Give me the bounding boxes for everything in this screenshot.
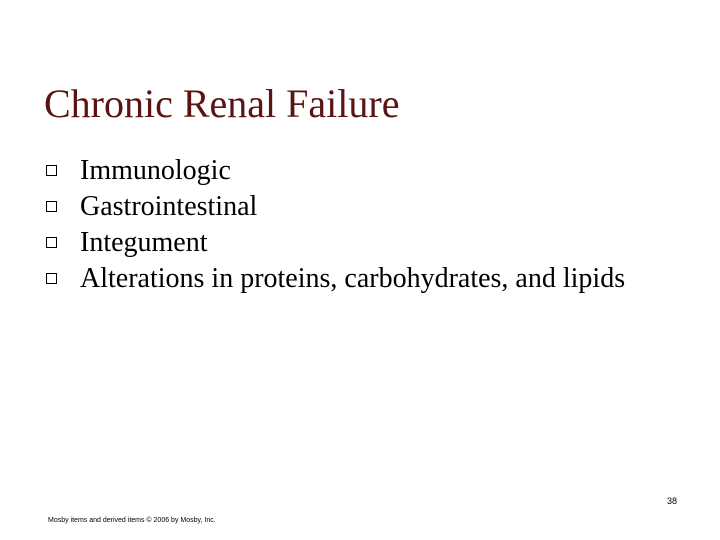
hollow-square-icon	[46, 273, 57, 284]
hollow-square-icon	[46, 165, 57, 176]
list-item	[46, 225, 666, 261]
bullet-text: Integument	[80, 227, 208, 258]
list-item	[46, 189, 666, 225]
bullet-list	[46, 153, 666, 297]
copyright-footer: Mosby items and derived items © 2006 by Mosby, Inc.	[48, 517, 216, 524]
bullet-text: Immunologic	[80, 155, 231, 186]
hollow-square-icon	[46, 201, 57, 212]
page-number: 38	[666, 496, 677, 506]
hollow-square-icon	[46, 237, 57, 248]
slide-title: Chronic Renal Failure	[44, 81, 400, 126]
list-item	[46, 261, 666, 297]
bullet-text: Gastrointestinal	[80, 191, 258, 222]
list-item	[46, 153, 666, 189]
bullet-text: Alterations in proteins, carbohydrates, and lipids	[80, 263, 626, 294]
